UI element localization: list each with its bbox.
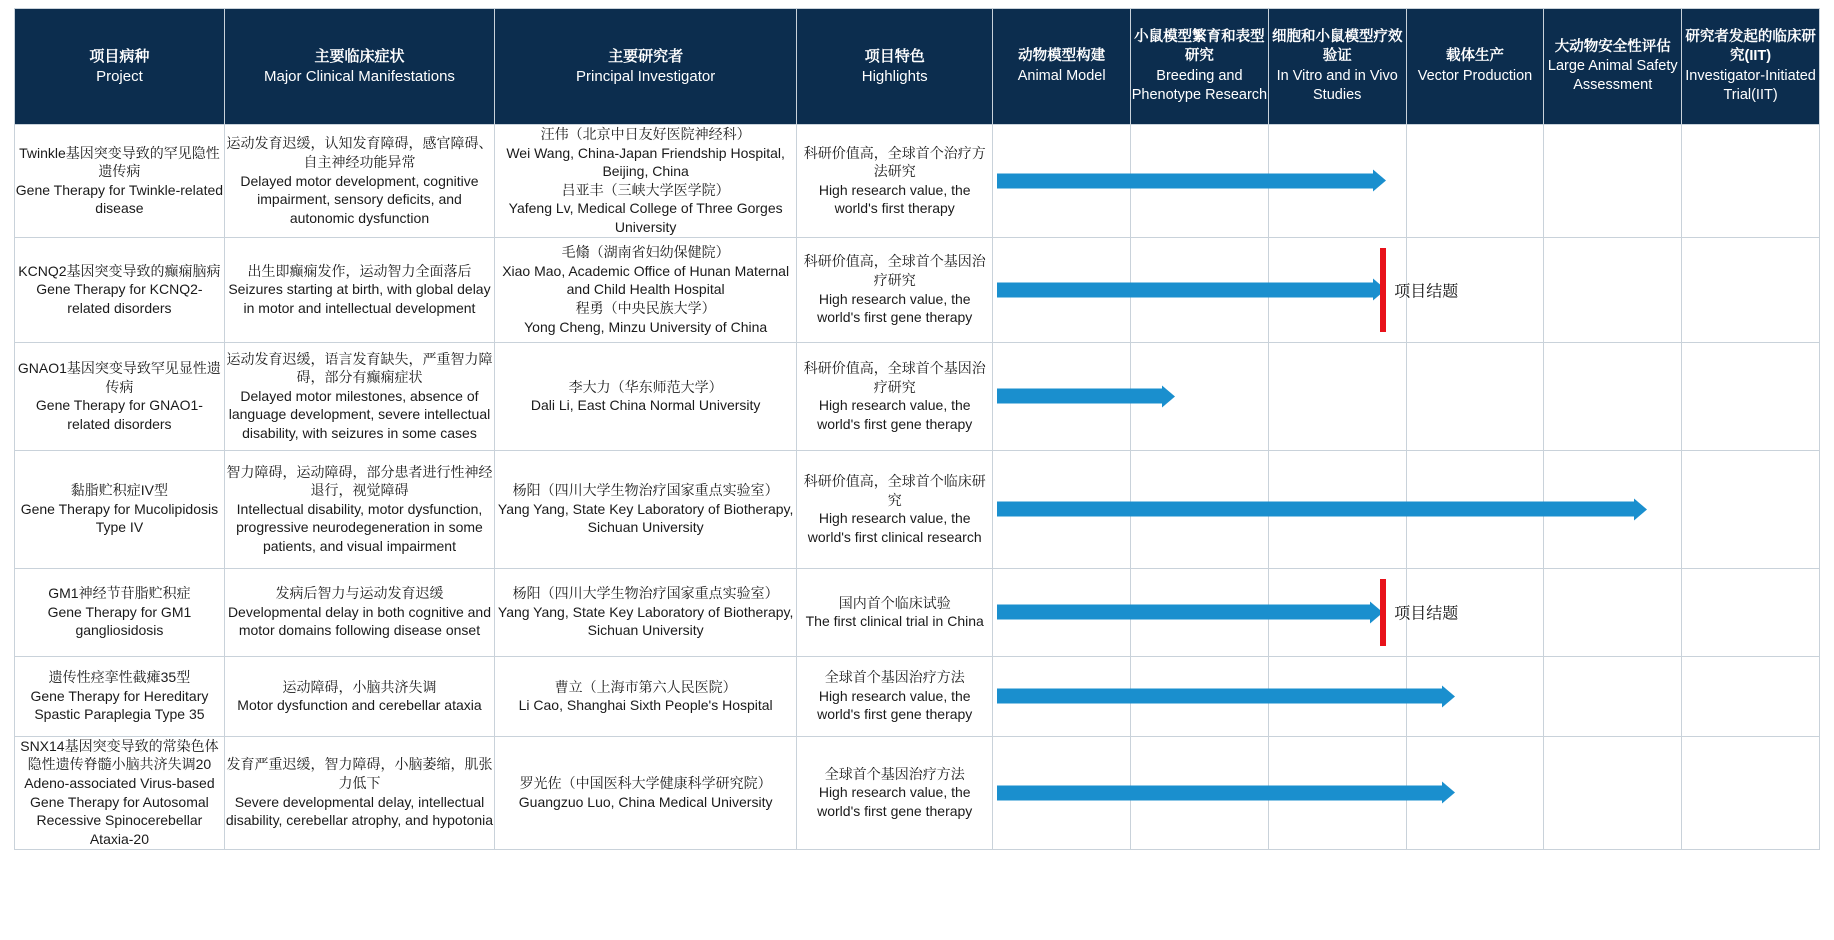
symptoms-cell-cn: 运动发育迟缓，语言发育缺失，严重智力障碍，部分有癫痫症状 [226, 350, 493, 386]
header-row [15, 9, 1820, 125]
highlight-cell-cn: 全球首个基因治疗方法 [824, 669, 965, 686]
symptoms-cell-en: Intellectual disability, motor dysfunction, progressive neurodegeneration in some patients, and visual impairment [236, 500, 483, 555]
phase-cell-0 [993, 736, 1131, 849]
highlight-cell-cn: 科研价值高，全球首个临床研究 [803, 472, 986, 508]
column-header-8 [1544, 9, 1682, 125]
phase-cell-5 [1682, 736, 1820, 849]
investigator-cell [495, 450, 797, 568]
investigator-cell [495, 125, 797, 238]
highlight-cell-en: High research value, the world's first gene therapy [817, 397, 973, 432]
table-row [15, 568, 1820, 656]
project-cell [15, 125, 225, 238]
phase-cell-2 [1268, 450, 1406, 568]
symptoms-cell-en: Delayed motor development, cognitive impairment, sensory deficits, and autonomic dysfunction [240, 172, 479, 226]
project-cell-cn: KCNQ2基因突变导致的癫痫脑病 [18, 262, 221, 279]
highlight-cell-en: High research value, the world's first gene therapy [817, 687, 973, 723]
project-cell-en: Gene Therapy for Hereditary Spastic Paraplegia Type 35 [30, 687, 209, 723]
project-cell [15, 450, 225, 568]
phase-cell-5 [1682, 568, 1820, 656]
table-row [15, 736, 1820, 849]
investigator-cell-en: Yang Yang, State Key Laboratory of Biotherapy, Sichuan University [497, 500, 794, 536]
investigator-cell-cn: 李大力（华东师范大学） [568, 378, 723, 395]
project-cell-en: Gene Therapy for GNAO1-related disorders [35, 397, 203, 432]
column-header-cn: 载体生产 [1445, 48, 1504, 65]
phase-cell-4 [1544, 656, 1682, 736]
project-cell [15, 736, 225, 849]
project-cell-cn: SNX14基因突变导致的常染色体隐性遗传脊髓小脑共济失调20 [20, 737, 219, 773]
symptoms-cell [224, 237, 494, 342]
highlight-cell-en: High research value, the world's first gene therapy [817, 290, 973, 326]
investigator-cell-cn: 曹立（上海市第六人民医院） [554, 678, 737, 695]
highlight-cell-cn: 全球首个基因治疗方法 [824, 765, 965, 782]
highlight-cell-en: High research value, the world's first therapy [818, 181, 971, 217]
highlight-cell-en: High research value, the world's first clinical research [807, 510, 982, 545]
column-header-2 [495, 9, 797, 125]
project-cell-en: Gene Therapy for Twinkle-related disease [15, 181, 224, 217]
investigator-cell [495, 656, 797, 736]
symptoms-cell-en: Motor dysfunction and cerebellar ataxia [237, 697, 482, 714]
phase-cell-5 [1682, 450, 1820, 568]
investigator-cell-cn: 罗光佐（中国医科大学健康科学研究院） [519, 775, 772, 792]
symptoms-cell [224, 568, 494, 656]
symptoms-cell-en: Delayed motor milestones, absence of language development, severe intellectual disability, with seizures in some cases [228, 387, 491, 442]
investigator-cell-cn: 汪伟（北京中日友好医院神经科） [540, 126, 751, 142]
column-header-6 [1268, 9, 1406, 125]
highlight-cell-en: High research value, the world's first gene therapy [817, 784, 973, 819]
column-header-cn: 小鼠模型繁育和表型研究 [1134, 29, 1265, 65]
investigator-cell-en: Li Cao, Shanghai Sixth People's Hospital [518, 697, 773, 714]
column-header-en: In Vitro and in Vivo Studies [1276, 67, 1398, 103]
investigator-cell-cn-2: 吕亚丰（三峡大学医学院） [561, 181, 730, 198]
column-header-3 [797, 9, 993, 125]
project-cell [15, 342, 225, 450]
column-header-cn: 项目病种 [89, 47, 150, 65]
symptoms-cell [224, 125, 494, 238]
column-header-cn: 主要临床症状 [314, 47, 405, 65]
investigator-cell-en-2: Yong Cheng, Minzu University of China [524, 318, 768, 335]
phase-cell-3 [1406, 125, 1544, 238]
column-header-7 [1406, 9, 1544, 125]
column-header-9 [1682, 9, 1820, 125]
phase-cell-0 [993, 656, 1131, 736]
highlight-cell [797, 736, 993, 849]
investigator-cell [495, 342, 797, 450]
symptoms-cell-en: Seizures starting at birth, with global delay in motor and intellectual development [228, 281, 491, 316]
investigator-cell-cn: 杨阳（四川大学生物治疗国家重点实验室） [512, 482, 779, 499]
symptoms-cell [224, 656, 494, 736]
project-cell-en: Gene Therapy for KCNQ2-related disorders [36, 281, 203, 316]
column-header-en: Principal Investigator [576, 67, 716, 85]
column-header-cn: 大动物安全性评估 [1554, 38, 1671, 55]
phase-cell-5 [1682, 656, 1820, 736]
column-header-en: Project [96, 67, 143, 85]
investigator-cell [495, 568, 797, 656]
column-header-0 [15, 9, 225, 125]
table-row [15, 656, 1820, 736]
phase-cell-3 [1406, 237, 1544, 342]
highlight-cell [797, 656, 993, 736]
column-header-en: Vector Production [1417, 67, 1533, 84]
column-header-4 [993, 9, 1131, 125]
symptoms-cell [224, 736, 494, 849]
column-header-cn: 主要研究者 [608, 47, 684, 65]
project-cell-en: Adeno-associated Virus-based Gene Therapy for Autosomal Recessive Spinocerebellar Ataxia-20 [24, 775, 215, 847]
highlight-cell [797, 342, 993, 450]
phase-cell-0 [993, 125, 1131, 238]
phase-cell-2 [1268, 125, 1406, 238]
investigator-cell-cn-2: 程勇（中央民族大学） [575, 299, 716, 316]
highlight-cell-en: The first clinical trial in China [805, 613, 984, 630]
milestone-label: 项目结题 [1394, 605, 1459, 623]
phase-cell-2 [1268, 736, 1406, 849]
phase-cell-0 [993, 342, 1131, 450]
symptoms-cell-cn: 发病后智力与运动发育迟缓 [275, 585, 444, 602]
project-cell [15, 237, 225, 342]
highlight-cell [797, 125, 993, 238]
symptoms-cell-cn: 运动障碍，小脑共济失调 [282, 678, 437, 695]
phase-cell-1 [1131, 342, 1269, 450]
column-header-en: Animal Model [1017, 67, 1106, 84]
symptoms-cell [224, 450, 494, 568]
phase-cell-4 [1544, 736, 1682, 849]
project-cell-en: Gene Therapy for Mucolipidosis Type IV [20, 500, 219, 536]
phase-cell-2 [1268, 237, 1406, 342]
column-header-en: Highlights [861, 67, 928, 85]
project-cell-cn: GM1神经节苷脂贮积症 [48, 585, 191, 602]
investigator-cell-cn: 杨阳（四川大学生物治疗国家重点实验室） [512, 585, 779, 602]
investigator-cell [495, 237, 797, 342]
symptoms-cell-en: Developmental delay in both cognitive and motor domains following disease onset [227, 603, 491, 639]
column-header-en: Breeding and Phenotype Research [1131, 67, 1268, 103]
phase-cell-0 [993, 450, 1131, 568]
phase-cell-3 [1406, 568, 1544, 656]
highlight-cell-cn: 科研价值高，全球首个基因治疗研究 [803, 359, 986, 395]
table-row [15, 342, 1820, 450]
phase-cell-4 [1544, 125, 1682, 238]
table-row [15, 237, 1820, 342]
project-cell-cn: Twinkle基因突变导致的罕见隐性遗传病 [19, 144, 220, 180]
phase-cell-3 [1406, 342, 1544, 450]
investigator-cell-en: Dali Li, East China Normal University [530, 397, 761, 414]
phase-cell-1 [1131, 237, 1269, 342]
phase-cell-2 [1268, 568, 1406, 656]
column-header-1 [224, 9, 494, 125]
column-header-cn: 研究者发起的临床研究(IIT) [1685, 29, 1816, 65]
phase-cell-4 [1544, 568, 1682, 656]
investigator-cell-en: Guangzuo Luo, China Medical University [518, 793, 773, 810]
table-body [15, 125, 1820, 850]
phase-cell-3 [1406, 656, 1544, 736]
column-header-5 [1131, 9, 1269, 125]
phase-cell-5 [1682, 237, 1820, 342]
symptoms-cell-cn: 运动发育迟缓，认知发育障碍，感官障碍、自主神经功能异常 [226, 135, 493, 170]
project-cell-cn: 黏脂贮积症IV型 [70, 482, 169, 499]
investigator-cell [495, 736, 797, 849]
investigator-cell-en: Xiao Mao, Academic Office of Hunan Maternal and Child Health Hospital [502, 262, 790, 298]
phase-cell-4 [1544, 237, 1682, 342]
phase-cell-5 [1682, 342, 1820, 450]
phase-cell-4 [1544, 342, 1682, 450]
highlight-cell-cn: 科研价值高，全球首个治疗方法研究 [803, 144, 986, 180]
highlight-cell [797, 450, 993, 568]
phase-cell-1 [1131, 736, 1269, 849]
highlight-cell [797, 237, 993, 342]
symptoms-cell-cn: 智力障碍，运动障碍，部分患者进行性神经退行，视觉障碍 [226, 463, 493, 499]
symptoms-cell-cn: 发育严重迟缓，智力障碍，小脑萎缩，肌张力低下 [226, 756, 493, 792]
phase-cell-3 [1406, 736, 1544, 849]
column-header-cn: 动物模型构建 [1018, 48, 1106, 65]
phase-cell-3 [1406, 450, 1544, 568]
column-header-en: Investigator-Initiated Trial(IIT) [1685, 67, 1816, 103]
phase-cell-0 [993, 237, 1459, 342]
column-header-cn: 细胞和小鼠模型疗效验证 [1271, 29, 1403, 65]
phase-cell-2 [1268, 656, 1406, 736]
project-cell [15, 568, 225, 656]
column-header-cn: 项目特色 [864, 47, 925, 65]
phase-cell-1 [1131, 125, 1269, 238]
investigator-cell-en: Yang Yang, State Key Laboratory of Biotherapy, Sichuan University [497, 603, 794, 639]
phase-cell-5 [1682, 125, 1820, 238]
highlight-cell-cn: 国内首个临床试验 [838, 594, 951, 611]
highlight-cell-cn: 科研价值高，全球首个基因治疗研究 [803, 253, 986, 289]
project-gantt-table [14, 8, 1820, 850]
table-row [15, 450, 1820, 568]
phase-cell-2 [1268, 342, 1406, 450]
phase-cell-1 [1131, 450, 1269, 568]
phase-cell-4 [1544, 450, 1682, 568]
investigator-cell-en-2: Yafeng Lv, Medical College of Three Gorges University [508, 200, 783, 236]
highlight-cell [797, 568, 993, 656]
phase-cell-1 [1131, 568, 1269, 656]
milestone-label: 项目结题 [1394, 283, 1459, 301]
project-cell-cn: 遗传性痉挛性截瘫35型 [48, 669, 191, 686]
table-row [15, 125, 1820, 238]
symptoms-cell-cn: 出生即癫痫发作，运动智力全面落后 [247, 262, 472, 279]
project-cell [15, 656, 225, 736]
table-header [15, 9, 1820, 125]
project-cell-cn: GNAO1基因突变导致罕见显性遗传病 [17, 359, 221, 395]
phase-cell-0 [993, 568, 1459, 656]
column-header-en: Large Animal Safety Assessment [1547, 57, 1678, 94]
symptoms-cell-en: Severe developmental delay, intellectual disability, cerebellar atrophy, and hypotonia [225, 793, 494, 829]
investigator-cell-en: Wei Wang, China-Japan Friendship Hospital, Beijing, China [506, 144, 785, 180]
column-header-en: Major Clinical Manifestations [264, 67, 455, 85]
investigator-cell-cn: 毛翛（湖南省妇幼保健院） [561, 244, 730, 261]
symptoms-cell [224, 342, 494, 450]
project-cell-en: Gene Therapy for GM1 gangliosidosis [47, 603, 192, 639]
phase-cell-1 [1131, 656, 1269, 736]
